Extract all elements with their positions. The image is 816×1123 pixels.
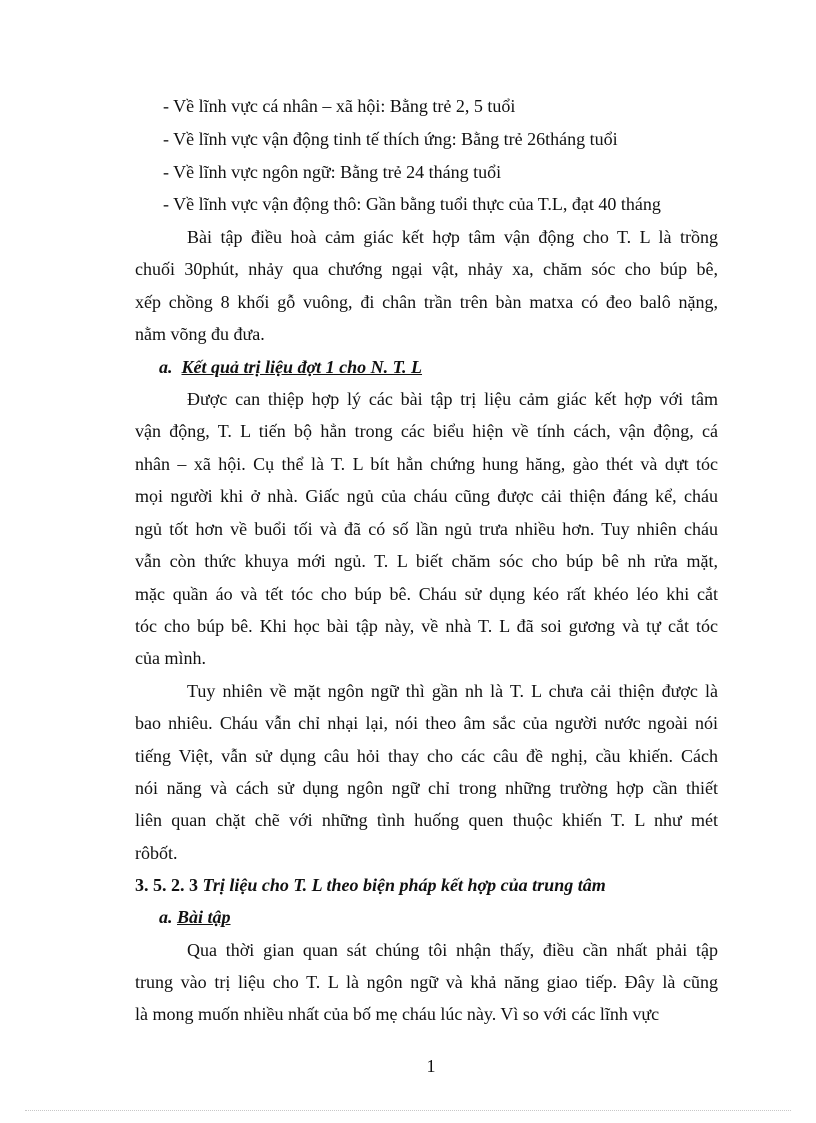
paragraph-line: là mong muốn nhiều nhất của bố mẹ cháu lúc này. Vì so với các lĩnh vực bbox=[135, 1004, 660, 1024]
paragraph-line: vẫn còn thức khuya mới ngủ. T. L biết chăm sóc cho búp bê nh rửa mặt, bbox=[135, 551, 718, 571]
paragraph-line: mặc quần áo và tết tóc cho búp bê. Cháu sử dụng kéo rất khéo léo khi cắt bbox=[135, 584, 718, 604]
paragraph-line: vận động, T. L tiến bộ hẳn trong các biểu hiện về tính cách, vận động, cá bbox=[135, 421, 718, 441]
paragraph-line: Được can thiệp hợp lý các bài tập trị liệu cảm giác kết hợp với tâm bbox=[187, 389, 718, 409]
bullet-item: - Về lĩnh vực cá nhân – xã hội: Bằng trẻ 2, 5 tuổi bbox=[163, 96, 516, 116]
paragraph-line: rôbốt. bbox=[135, 843, 178, 863]
paragraph-line: xếp chồng 8 khối gỗ vuông, đi chân trần trên bàn matxa có đeo balô nặng, bbox=[135, 292, 718, 312]
page-bottom-rule bbox=[25, 1110, 791, 1111]
paragraph-line: Bài tập điều hoà cảm giác kết hợp tâm vận động cho T. L là trồng bbox=[187, 227, 718, 247]
subheading bbox=[159, 356, 422, 378]
subheading bbox=[159, 906, 231, 928]
bullet-item: - Về lĩnh vực ngôn ngữ: Bằng trẻ 24 tháng tuổi bbox=[163, 162, 502, 182]
paragraph-line: bao nhiêu. Cháu vẫn chỉ nhại lại, nói theo âm sắc của người nước ngoài nói bbox=[135, 713, 718, 733]
subheading-text: Bài tập bbox=[177, 907, 231, 927]
subheading-marker: a. bbox=[159, 907, 173, 927]
subheading-text: Kết quả trị liệu đợt 1 cho N. T. L bbox=[181, 357, 423, 377]
section-number: 3. 5. 2. 3 bbox=[135, 875, 198, 895]
page-number: 1 bbox=[426, 1056, 436, 1076]
paragraph-line: mọi người khi ở nhà. Giấc ngủ của cháu cũng được cải thiện đáng kể, cháu bbox=[135, 486, 718, 506]
section-heading bbox=[135, 874, 606, 896]
paragraph-line: liên quan chặt chẽ với những tình huống quen thuộc khiến T. L như mét bbox=[135, 810, 718, 830]
bullet-item: - Về lĩnh vực vận động tinh tế thích ứng: Bằng trẻ 26tháng tuổi bbox=[163, 129, 618, 149]
paragraph-line: tiếng Việt, vẫn sử dụng câu hỏi thay cho các câu đề nghị, cầu khiến. Cách bbox=[135, 746, 718, 766]
paragraph-line: tóc cho búp bê. Khi học bài tập này, về nhà T. L đã soi gương và tự cắt tóc bbox=[135, 616, 718, 636]
bullet-item: - Về lĩnh vực vận động thô: Gần bằng tuổi thực của T.L, đạt 40 tháng bbox=[163, 194, 661, 214]
paragraph-line: Tuy nhiên về mặt ngôn ngữ thì gần nh là T. L chưa cải thiện được là bbox=[187, 681, 718, 701]
section-title: Trị liệu cho T. L theo biện pháp kết hợp của trung tâm bbox=[202, 875, 606, 895]
subheading-marker: a. bbox=[159, 357, 173, 377]
paragraph-line: Qua thời gian quan sát chúng tôi nhận thấy, điều cần nhất phải tập bbox=[187, 940, 718, 960]
paragraph-line: nằm võng đu đưa. bbox=[135, 324, 265, 344]
paragraph-line: nhân – xã hội. Cụ thể là T. L bít hẳn chứng hung hăng, gào thét và dựt tóc bbox=[135, 454, 718, 474]
paragraph-line: ngủ tốt hơn về buổi tối và đã có số lần ngủ trưa nhiều hơn. Tuy nhiên cháu bbox=[135, 519, 718, 539]
paragraph-line: chuối 30phút, nhảy qua chướng ngại vật, nhảy xa, chăm sóc cho búp bê, bbox=[135, 259, 718, 279]
paragraph-line: của mình. bbox=[135, 648, 206, 668]
paragraph-line: trung vào trị liệu cho T. L là ngôn ngữ và khả năng giao tiếp. Đây là cũng bbox=[135, 972, 718, 992]
paragraph-line: nói năng và cách sử dụng ngôn ngữ chỉ trong những trường hợp cần thiết bbox=[135, 778, 718, 798]
